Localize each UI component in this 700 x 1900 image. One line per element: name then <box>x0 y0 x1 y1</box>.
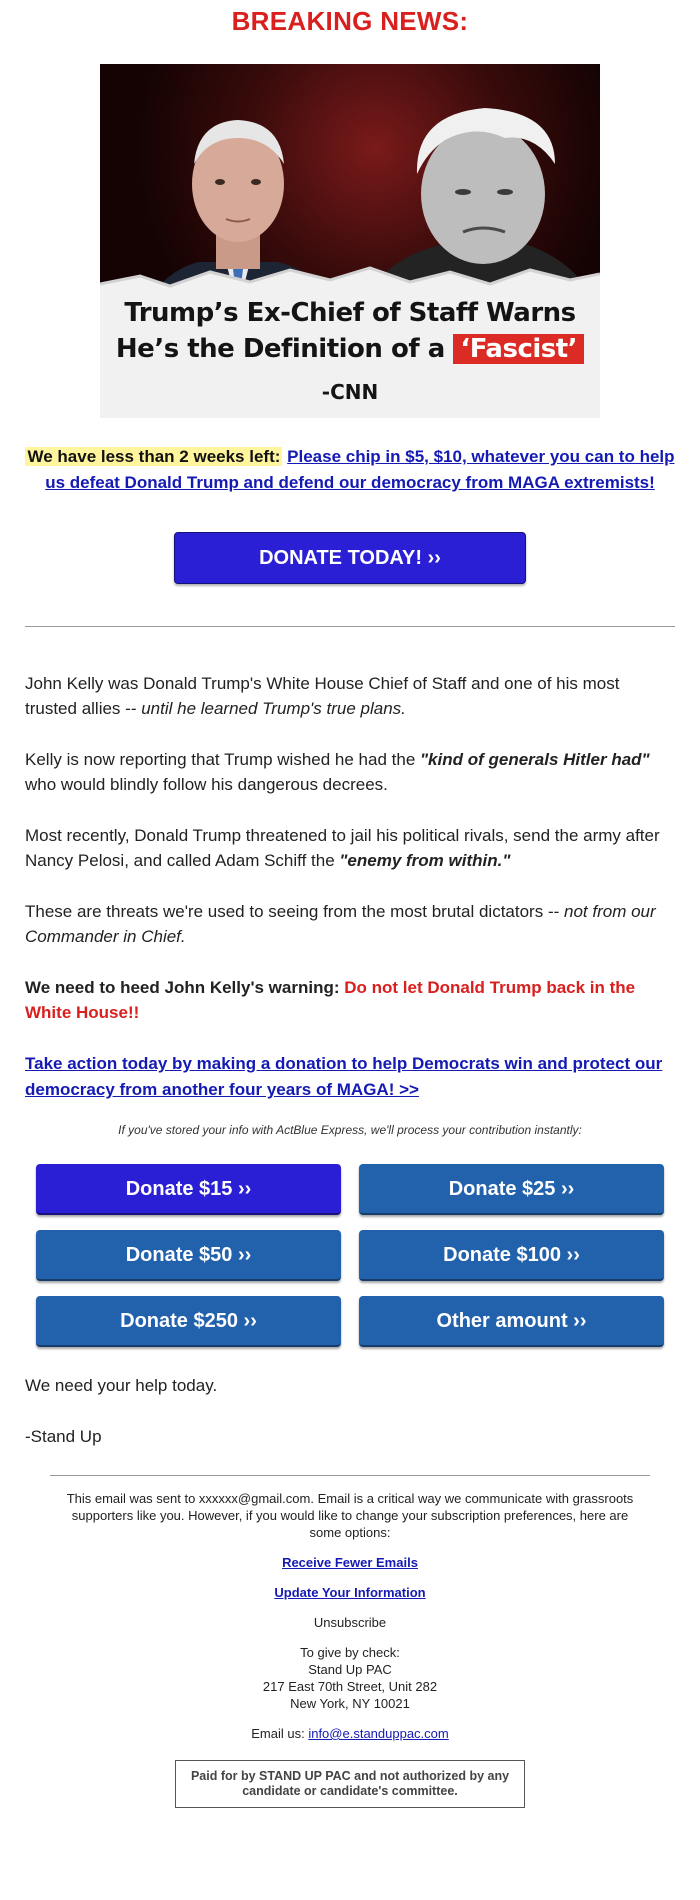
take-action-link[interactable]: Take action today by making a donation to help Democrats win and protect our democracy from another four years of MAGA! >> <box>25 1054 663 1099</box>
fascist-tag: ‘Fascist’ <box>453 334 584 364</box>
donate-250-button[interactable]: Donate $250 ›› <box>36 1296 341 1347</box>
donate-today-button[interactable]: DONATE TODAY! ›› <box>174 532 526 584</box>
donate-button-grid <box>36 1164 700 1347</box>
intro-donate-link[interactable]: Please chip in $5, $10, whatever you can to help us defeat Donald Trump and defend our democracy from MAGA extremists! <box>45 447 675 492</box>
paragraph-dictators: These are threats we're used to seeing from the most brutal dictators -- not from our Commander in Chief. <box>25 902 656 946</box>
hero-image[interactable] <box>100 64 600 418</box>
deadline-highlight: We have less than 2 weeks left: <box>27 447 281 466</box>
footer-sent-to: This email was sent to xxxxxx@gmail.com. Email is a critical way we communicate with grassroots supporters like you. However, if you would like to change your subscription preferences, here are some options: <box>66 1491 634 1540</box>
paragraph-threats: Most recently, Donald Trump threatened to jail his political rivals, send the army after Nancy Pelosi, and called Adam Schiff the "enemy from within." <box>25 826 660 870</box>
donate-50-button[interactable]: Donate $50 ›› <box>36 1230 341 1281</box>
donate-100-button[interactable]: Donate $100 ›› <box>359 1230 664 1281</box>
check-address: To give by check: Stand Up PAC 217 East 70th Street, Unit 282 New York, NY 10021 <box>262 1645 438 1711</box>
update-information-link[interactable]: Update Your Information <box>274 1585 426 1600</box>
unsubscribe-link[interactable]: Unsubscribe <box>313 1615 387 1630</box>
paragraph-kelly: John Kelly was Donald Trump's White House Chief of Staff and one of his most trusted allies -- until he learned Trump's true plans. <box>25 674 620 718</box>
donate-25-button[interactable]: Donate $25 ›› <box>359 1164 664 1215</box>
footer <box>60 1490 640 1808</box>
donate-15-button[interactable]: Donate $15 ›› <box>36 1164 341 1215</box>
hero-source: -CNN <box>321 380 379 404</box>
donate-other-amount-button[interactable]: Other amount ›› <box>359 1296 664 1347</box>
closing <box>25 1373 675 1449</box>
footer-divider <box>50 1475 650 1476</box>
closing-line: We need your help today. <box>25 1376 218 1395</box>
breaking-news-title: BREAKING NEWS: <box>231 6 469 36</box>
receive-fewer-emails-link[interactable]: Receive Fewer Emails <box>282 1555 418 1570</box>
hero-headline-line2 <box>100 334 600 364</box>
article-body <box>25 671 675 1103</box>
intro-paragraph <box>24 444 676 496</box>
paid-for-disclaimer: Paid for by STAND UP PAC and not authorized by any candidate or candidate's committee. <box>175 1760 525 1808</box>
contact-email-link[interactable]: info@e.standuppac.com <box>308 1726 449 1741</box>
paragraph-warning: We need to heed John Kelly's warning: Do not let Donald Trump back in the White House!! <box>25 978 636 1022</box>
contact-email: Email us: info@e.standuppac.com <box>251 1726 449 1741</box>
hero-headline-line1: Trump’s Ex-Chief of Staff Warns <box>124 298 576 328</box>
actblue-express-note: If you've stored your info with ActBlue Express, we'll process your contribution instantly: <box>118 1123 582 1137</box>
paragraph-generals: Kelly is now reporting that Trump wished he had the "kind of generals Hitler had" who would blindly follow his dangerous decrees. <box>25 750 650 794</box>
signature: -Stand Up <box>25 1427 102 1446</box>
hero-headline-prefix: He’s the Definition of a <box>115 334 445 364</box>
divider <box>25 626 675 627</box>
